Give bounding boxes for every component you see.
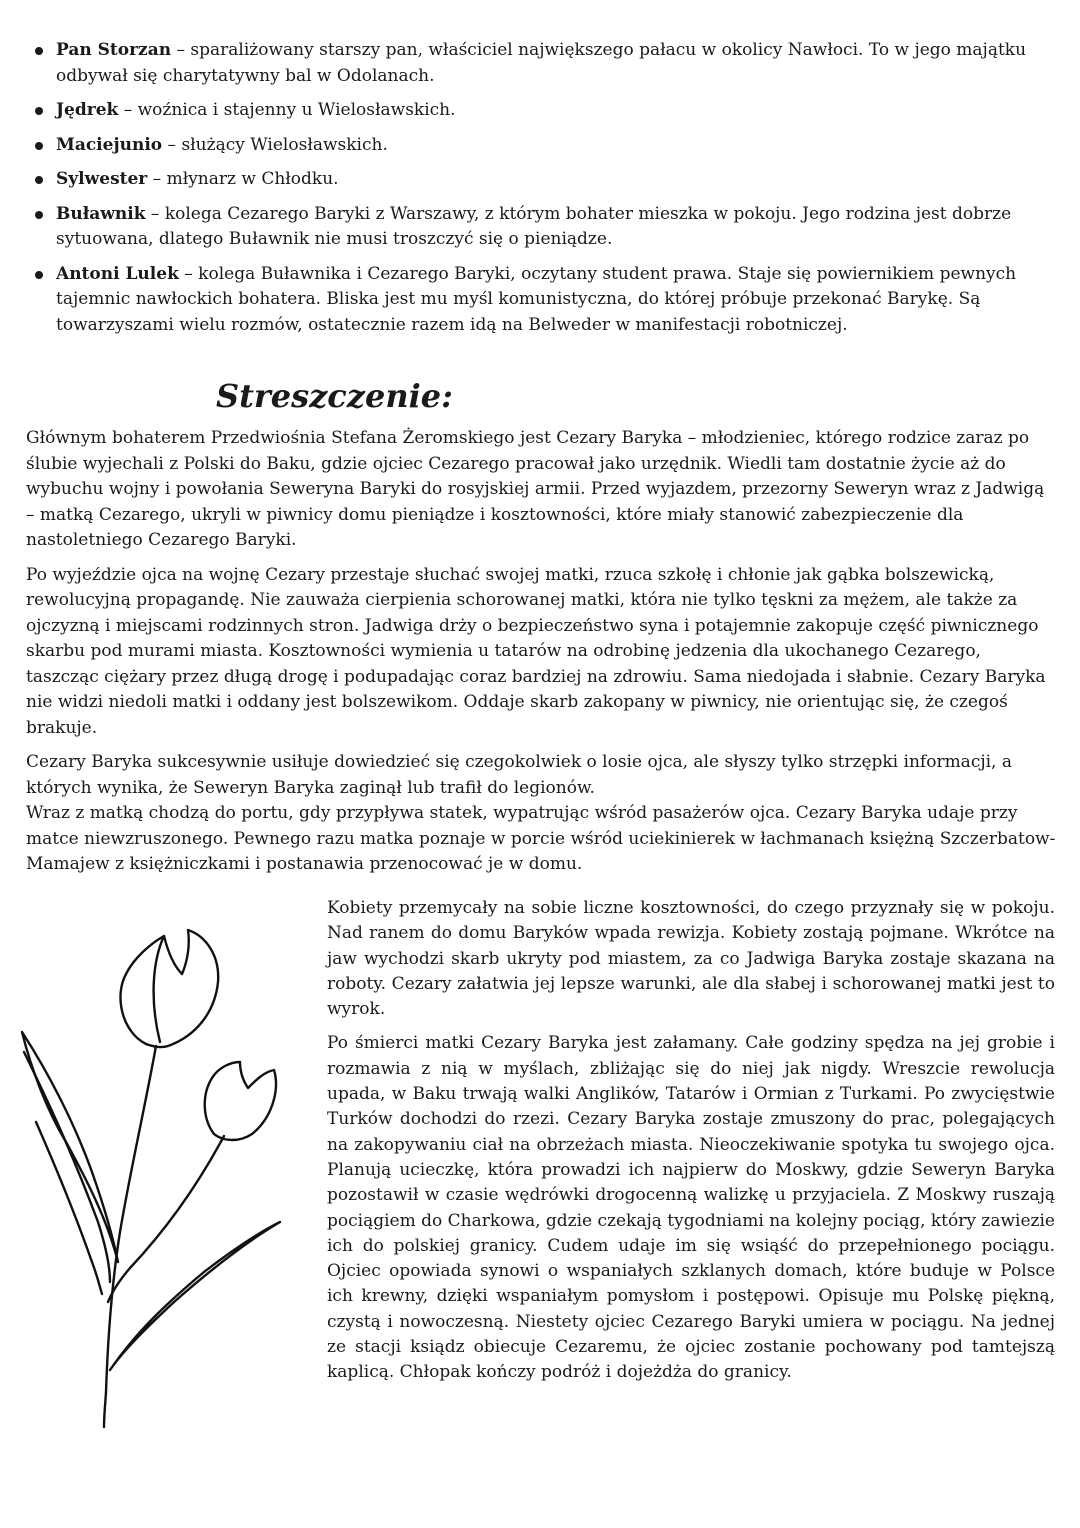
character-name: Buławnik xyxy=(56,203,146,224)
list-item xyxy=(32,167,1032,193)
tulip-leaf-right xyxy=(110,1222,280,1370)
tulip-petal-line xyxy=(154,936,164,1042)
character-description: – woźnica i stajenny u Wielosławskich. xyxy=(123,100,456,120)
tulip-illustration xyxy=(18,922,288,1432)
tulip-leaf-left xyxy=(22,1032,118,1262)
character-description: – sparaliżowany starszy pan, właściciel największego pałacu w okolicy Nawłoci. To w jego majątku odbywał się charytatywny bal w Odolanach. xyxy=(56,40,1027,86)
character-name: Pan Storzan xyxy=(56,40,172,60)
list-item xyxy=(32,262,1032,339)
tulip-stem-second xyxy=(108,1136,224,1302)
summary-paragraph: Kobiety przemycały na sobie liczne kosztowności, do czego przyznały się w pokoju. Nad ranem do domu Baryków wpada rewizja. Kobiety zostają pojmane. Wkrótce na jaw wychodzi skarb ukryty pod miastem, za co Jadwiga Baryka zostaje skazana na roboty. Cezary załatwia jej lepsze warunki, ale dla słabej i schorowanej matki jest to wyrok. xyxy=(327,898,1055,1020)
list-item xyxy=(32,133,1032,159)
character-description: – kolega Buławnika i Cezarego Baryki, oczytany student prawa. Staje się powiernikiem pewnych tajemnic nawłockich bohatera. Bliska jest mu myśl komunistyczna, do której próbuje przekonać Barykę. Są towarzyszami wielu rozmów, ostatecznie razem idą na Belweder w manifestacji robotniczej. xyxy=(56,263,1017,335)
character-name: Sylwester xyxy=(56,169,148,189)
character-description: – służący Wielosławskich. xyxy=(167,134,388,155)
list-item xyxy=(32,202,1032,253)
summary-paragraph: Wraz z matką chodzą do portu, gdy przypływa statek, wypatrując wśród pasażerów ojca. Cezary Baryka udaje przy matce niewzruszonego. Pewnego razu matka poznaje w porcie wśród uciekinierek w łachmanach księżną Szczerbatow-Mamajew z księżniczkami i postanawia przenocować je w domu. xyxy=(26,803,1056,874)
character-name: Maciejunio xyxy=(56,134,163,155)
character-list xyxy=(32,38,1032,347)
character-description: – młynarz w Chłodku. xyxy=(152,169,339,189)
tulip-bloom-upper xyxy=(120,930,218,1047)
summary-heading: Streszczenie: xyxy=(216,377,453,415)
character-description: – kolega Cezarego Baryki z Warszawy, z którym bohater mieszka w pokoju. Jego rodzina jest dobrze sytuowana, dlatego Buławnik nie musi troszczyć się o pieniądze. xyxy=(56,203,1012,249)
summary-column xyxy=(327,896,1055,1395)
list-item xyxy=(32,98,1032,124)
character-name: Jędrek xyxy=(56,100,119,120)
tulip-leaf-left-stroke xyxy=(24,1052,110,1282)
summary-paragraph: Głównym bohaterem Przedwiośnia Stefana Żeromskiego jest Cezary Baryka – młodzieniec, którego rodzice zaraz po ślubie wyjechali z Polski do Baku, gdzie ojciec Cezarego pracował jako urzędnik. Wiedli tam dostatnie życie aż do wybuchu wojny i powołania Seweryna Baryki do rosyjskiej armii. Przed wyjazdem, przezorny Seweryn wraz z Jadwigą – matką Cezarego, ukryli w piwnicy domu pieniądze i kosztowności, które miały stanowić zabezpieczenie dla nastoletniego Cezarego Baryki. xyxy=(26,428,1045,550)
tulip-bloom-lower xyxy=(205,1062,276,1140)
summary-paragraph: Po śmierci matki Cezary Baryka jest załamany. Całe godziny spędza na jej grobie i rozmawia z nią w myślach, zbliżając się do niej jak nigdy. Wreszcie rewolucja upada, w Baku trwają walki Anglików, Tatarów i Ormian z Turkami. Po zwycięstwie Turków dochodzi do rzezi. Cezary Baryka zostaje zmuszony do prac, polegających na zakopywaniu ciał na obrzeżach miasta. Nieoczekiwanie spotyka tu swojego ojca. Planują ucieczkę, która prowadzi ich najpierw do Moskwy, gdzie Seweryn Baryka pozostawił w czasie wędrówki drogocenną walizkę u przyjaciela. Z Moskwy ruszają pociągiem do Charkowa, gdzie czekają tygodniami na kolejny pociąg, który zawiezie ich do polskiej granicy. Cudem udaje im się wsiąść do przepełnionego pociągu. Ojciec opowiada synowi o wspaniałych szklanych domach, które buduje w Polsce ich krewny, dzięki wspaniałym pomysłom i postępowi. Opisuje mu Polskę piękną, czystą i nowoczesną. Niestety ojciec Cezarego Baryki umiera w pociągu. Na jednej ze stacji ksiądz obiecuje Cezaremu, że ojciec zostanie pochowany pod tamtejszą kaplicą. Chłopak kończy podróż i dojeżdża do granicy. xyxy=(327,1033,1055,1383)
summary-body xyxy=(26,426,1056,887)
list-item xyxy=(32,38,1032,89)
summary-paragraph: Po wyjeździe ojca na wojnę Cezary przestaje słuchać swojej matki, rzuca szkołę i chłonie jak gąbka bolszewicką, rewolucyjną propagandę. Nie zauważa cierpienia schorowanej matki, która nie tylko tęskni za mężem, ale także za ojczyzną i miejscami rodzinnych stron. Jadwiga drży o bezpieczeństwo syna i potajemnie zakopuje część piwnicznego skarbu pod murami miasta. Kosztowności wymienia u tatarów na odrobinę jedzenia dla ukochanego Cezarego, taszcząc ciężary przez długą drogę i podupadając coraz bardziej na zdrowiu. Sama niedojada i słabnie. Cezary Baryka nie widzi niedoli matki i oddany jest bolszewikom. Oddaje skarb zakopany w piwnicy, nie orientując się, że czegoś brakuje. xyxy=(26,564,1046,738)
character-name: Antoni Lulek xyxy=(56,263,179,284)
summary-paragraph: Cezary Baryka sukcesywnie usiłuje dowiedzieć się czegokolwiek o losie ojca, ale słyszy tylko strzępki informacji, a których wynika, że Seweryn Baryka zaginął lub trafił do legionów. xyxy=(26,752,1012,798)
